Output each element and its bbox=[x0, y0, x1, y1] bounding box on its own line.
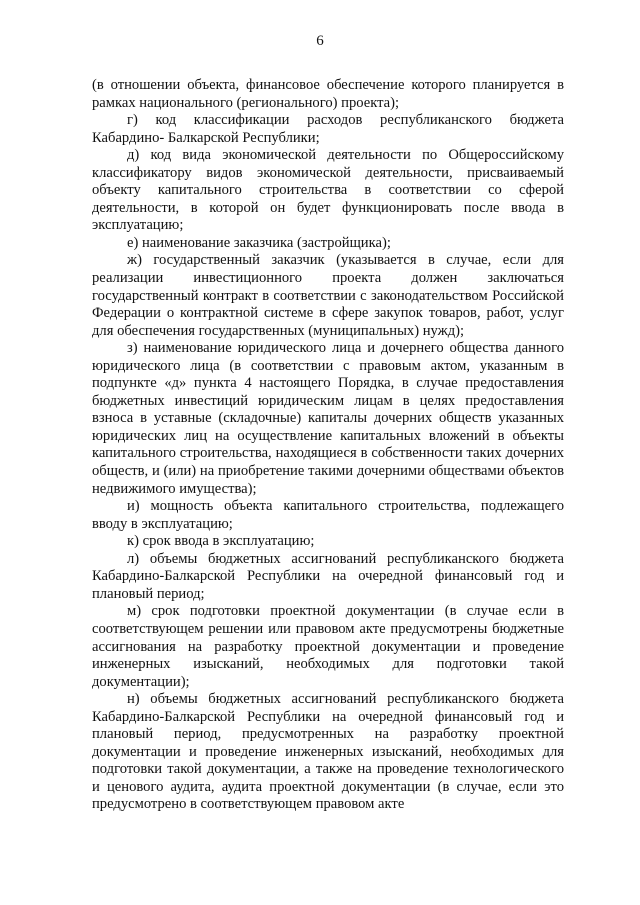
paragraph: (в отношении объекта, финансовое обеспечение которого планируется в рамках национального (регионального) проекта); bbox=[92, 77, 564, 111]
paragraph: е) наименование заказчика (застройщика); bbox=[127, 234, 391, 251]
paragraph: н) объемы бюджетных ассигнований республиканского бюджета Кабардино-Балкарской Республики на очередной финансовый год и плановый период, предусмотренных на разработку проектной документации и проведение инженерных изысканий, необходимых для подготовки такой документации, а также на проведение технологического и ценового аудита, аудита проектной документации (в случае, если это предусмотрено в соответствующем правовом акте bbox=[92, 691, 564, 813]
paragraph: д) код вида экономической деятельности по Общероссийскому классификатору видов экономической деятельности, присваиваемый объекту капитального строительства в соответствии со сферой деятельности, в которой он будет функционировать после ввода в эксплуатацию; bbox=[92, 147, 564, 234]
paragraph: л) объемы бюджетных ассигнований республиканского бюджета Кабардино-Балкарской Республики на очередной финансовый год и плановый период; bbox=[92, 550, 564, 602]
paragraph: з) наименование юридического лица и дочернего общества данного юридического лица (в соответствии с правовым актом, указанным в подпункте «д» пункта 4 настоящего Порядка, в случае предоставления бюджетных инвестиций юридическим лицам в целях предоставления взноса в уставные (складочные) капиталы дочерних обществ указанных юридических лиц на осуществление капитальных вложений в объекты капитального строительства, находящиеся в собственности таких дочерних обществ, и (или) на приобретение такими дочерними обществами объектов недвижимого имущества); bbox=[92, 340, 564, 497]
document-body bbox=[92, 77, 564, 814]
paragraph: г) код классификации расходов республиканского бюджета Кабардино- Балкарской Республики; bbox=[92, 112, 564, 146]
paragraph: к) срок ввода в эксплуатацию; bbox=[127, 533, 315, 550]
page-number: 6 bbox=[316, 33, 324, 49]
paragraph: и) мощность объекта капитального строительства, подлежащего вводу в эксплуатацию; bbox=[92, 498, 564, 532]
paragraph: ж) государственный заказчик (указывается в случае, если для реализации инвестиционного проекта должен заключаться государственный контракт в соответствии с законодательством Российской Федерации о контрактной системе в сфере закупок товаров, работ, услуг для обеспечения государственных (муниципальных) нужд); bbox=[92, 252, 564, 339]
paragraph: м) срок подготовки проектной документации (в случае если в соответствующем решении или правовом акте предусмотрены бюджетные ассигнования на разработку проектной документации и проведение инженерных изысканий, необходимых для подготовки такой документации); bbox=[92, 603, 564, 690]
